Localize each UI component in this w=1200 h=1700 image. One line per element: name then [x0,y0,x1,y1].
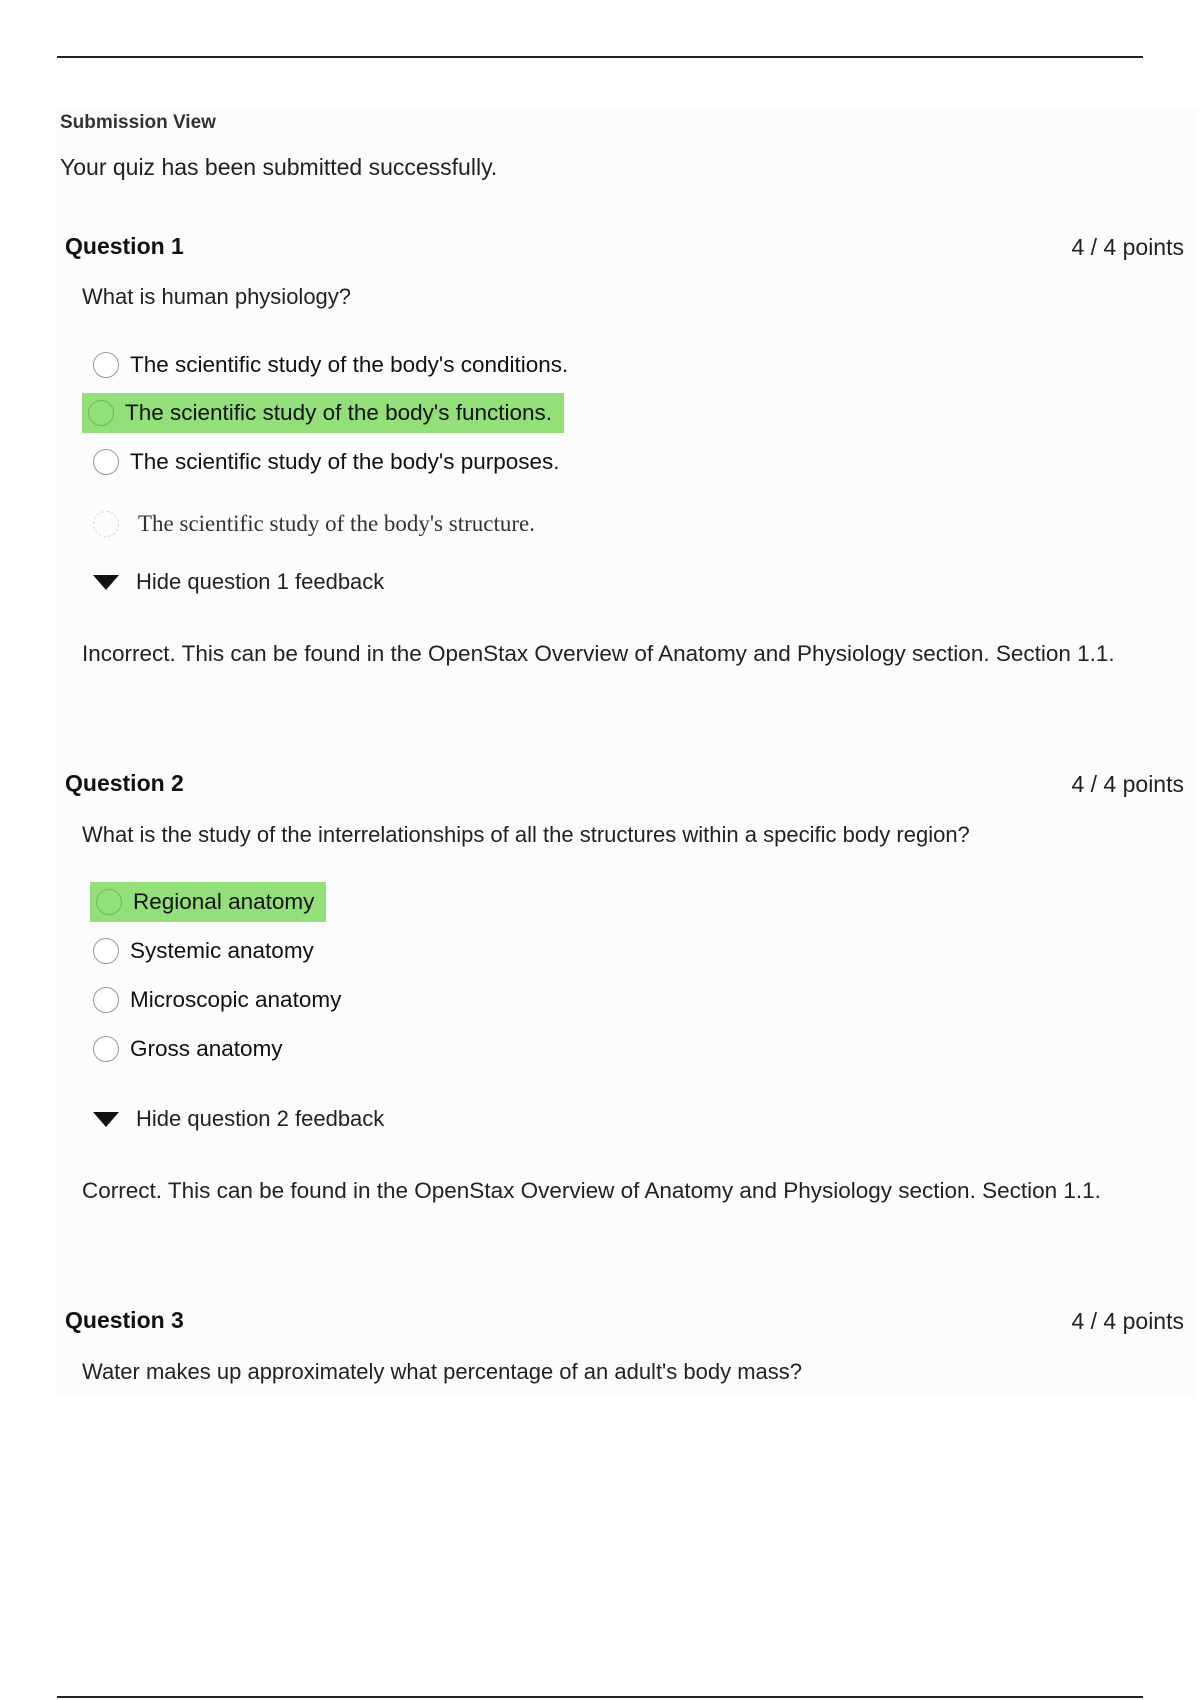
question-1-points: 4 / 4 points [1071,234,1184,260]
radio-button[interactable] [93,1036,119,1062]
radio-button[interactable] [96,889,122,915]
radio-button[interactable] [93,511,119,537]
question-2-option-2[interactable] [93,931,314,971]
submission-view-title: Submission View [60,112,216,133]
option-label: The scientific study of the body's purposes. [130,449,560,474]
question-2-option-4[interactable] [93,1029,283,1069]
collapse-triangle-icon [93,575,119,590]
bottom-divider [57,1696,1143,1698]
option-label: The scientific study of the body's conditions. [130,352,569,377]
question-2-title: Question 2 [65,770,184,796]
feedback-toggle-label: Hide question 1 feedback [136,569,385,594]
question-2-text: What is the study of the interrelationships of all the structures within a specific body region? [82,822,970,847]
question-1-text: What is human physiology? [82,284,352,309]
radio-button[interactable] [93,938,119,964]
feedback-toggle-label: Hide question 2 feedback [136,1106,385,1131]
question-1-option-2-selected[interactable] [82,393,564,433]
question-2-feedback: Correct. This can be found in the OpenStax Overview of Anatomy and Physiology section. Section 1.1. [82,1178,1101,1203]
option-label: Regional anatomy [133,889,315,914]
question-3-text: Water makes up approximately what percentage of an adult's body mass? [82,1359,802,1384]
question-2-points: 4 / 4 points [1071,771,1184,797]
option-label: The scientific study of the body's functions. [125,400,553,425]
question-1-option-4[interactable] [93,504,535,544]
question-2-option-3[interactable] [93,980,341,1020]
option-label: Systemic anatomy [130,938,314,963]
option-label: The scientific study of the body's structure. [138,511,535,536]
question-1-title: Question 1 [65,233,184,259]
question-1-option-3[interactable] [93,442,560,482]
top-divider [57,56,1143,58]
radio-button[interactable] [93,449,119,475]
radio-button[interactable] [88,400,114,426]
question-2-option-1-selected[interactable] [90,882,326,922]
question-2-feedback-toggle[interactable] [93,1106,384,1132]
radio-button[interactable] [93,987,119,1013]
option-label: Microscopic anatomy [130,987,342,1012]
question-1-feedback-toggle[interactable] [93,569,384,595]
collapse-triangle-icon [93,1112,119,1127]
question-3-title: Question 3 [65,1307,184,1333]
question-3-points: 4 / 4 points [1071,1308,1184,1334]
submission-success-message: Your quiz has been submitted successfully. [60,154,498,180]
question-1-option-1[interactable] [93,345,568,385]
radio-button[interactable] [93,352,119,378]
question-1-feedback: Incorrect. This can be found in the OpenStax Overview of Anatomy and Physiology section. Section 1.1. [82,641,1115,666]
option-label: Gross anatomy [130,1036,283,1061]
